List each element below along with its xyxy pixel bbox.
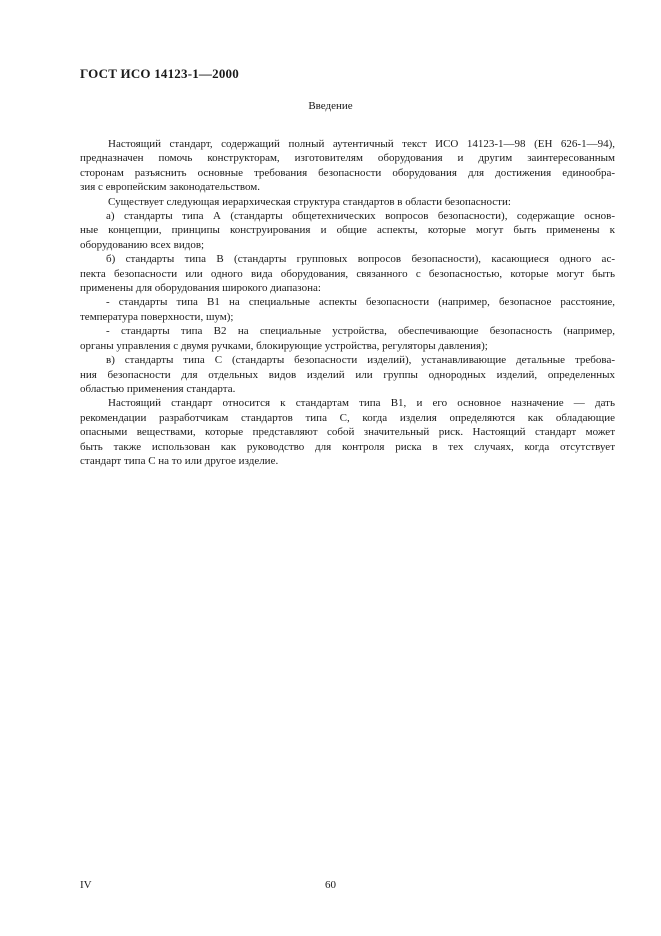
body-text <box>80 137 615 468</box>
page-number: 60 <box>325 879 336 891</box>
text-line: в) стандарты типа С (стандарты безопасности изделий), устанавливающие детальные требова- <box>106 354 615 367</box>
text-line: температура поверхности, шум); <box>80 310 234 323</box>
text-line: зия с европейским законодательством. <box>80 181 261 194</box>
text-line: быть также использован как руководство для контроля риска в тех случаях, когда отсутствует <box>80 440 615 453</box>
text-line: областью применения стандарта. <box>80 382 236 395</box>
text-line: Существует следующая иерархическая структура стандартов в области безопасности: <box>108 195 511 208</box>
text-line: стандарт типа С на то или другое изделие. <box>80 454 279 467</box>
document-code: ГОСТ ИСО 14123-1—2000 <box>80 66 239 81</box>
text-line: ные концепции, принципы конструирования и общие аспекты, которые могут быть применены к <box>80 224 615 237</box>
text-line: - стандарты типа В1 на специальные аспекты безопасности (например, безопасное расстояние, <box>106 296 615 309</box>
text-line: ния безопасности для отдельных видов изделий или группы однородных изделий, определенных <box>80 368 615 381</box>
text-line: предназначен помочь конструкторам, изготовителям оборудования и другим заинтересованным <box>80 152 615 165</box>
text-line: опасными веществами, которые представляют собой значительный риск. Настоящий стандарт может <box>80 426 615 439</box>
text-line: Настоящий стандарт относится к стандартам типа В1, и его основное назначение — дать <box>108 397 615 410</box>
text-line: сторонам разъяснить основные требования безопасности оборудования для достижения единообра- <box>80 166 615 179</box>
text-line: пекта безопасности или одного вида оборудования, связанного с безопасностью, которые могут быть <box>80 267 615 280</box>
text-line: оборудованию всех видов; <box>80 238 205 251</box>
section-title: Введение <box>308 100 353 112</box>
text-line: рекомендации разработчикам стандартов типа С, когда изделия определяются как обладающие <box>80 411 615 424</box>
text-line: Настоящий стандарт, содержащий полный аутентичный текст ИСО 14123-1—98 (ЕН 626-1—94), <box>108 138 615 150</box>
text-line: а) стандарты типа А (стандарты общетехнических вопросов безопасности), содержащие основ- <box>106 210 615 223</box>
text-line: б) стандарты типа В (стандарты групповых вопросов безопасности), касающиеся одного ас- <box>106 253 615 266</box>
roman-page-marker: IV <box>80 879 92 891</box>
text-line: - стандарты типа В2 на специальные устройства, обеспечивающие безопасность (например, <box>106 325 615 338</box>
text-line: органы управления с двумя ручками, блокирующие устройства, регуляторы давления); <box>80 339 488 352</box>
text-line: применены для оборудования широкого диапазона: <box>80 282 321 295</box>
